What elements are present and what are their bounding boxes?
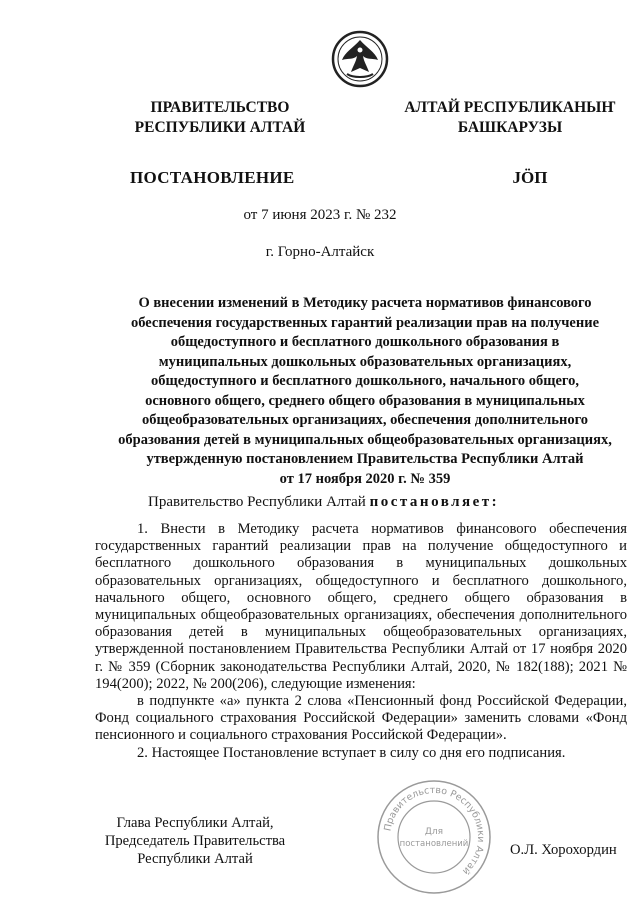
stamp-ring-text: Правительство Республики Алтай — [382, 784, 487, 877]
date-line: от 7 июня 2023 г. № 232 — [243, 207, 397, 223]
title-line: от 17 ноября 2020 г. № 359 — [279, 470, 451, 487]
decree-line — [148, 494, 499, 511]
title-line: утвержденную постановлением Правительства Республики Алтай — [146, 451, 584, 467]
signatory-title-line1: Глава Республики Алтай, — [116, 815, 274, 831]
government-name-ru-line2: РЕСПУБЛИКИ АЛТАЙ — [134, 119, 306, 136]
official-stamp — [375, 778, 493, 896]
republic-emblem-icon — [331, 30, 389, 88]
signatory-title-line2: Председатель Правительства — [104, 833, 286, 849]
title-line: образования детей в муниципальных общеобразовательных организациях, — [118, 431, 612, 448]
government-name-ru-line1: ПРАВИТЕЛЬСТВО — [150, 99, 290, 116]
body-paragraph: 2. Настоящее Постановление вступает в силу со дня его подписания. — [137, 744, 566, 761]
title-line: основного общего, среднего общего образования в муниципальных — [145, 392, 585, 409]
document-body — [95, 521, 627, 762]
decree-lead: Правительство Республики Алтай — [148, 494, 370, 510]
body-paragraph: 1. Внести в Методику расчета нормативов финансового обеспечения государственных гарантий реализации прав на получение общедоступного и бесплатного дошкольного образования в муниципальных дошкольных образовательных организациях, общедоступного и бесплатного дошкольного, начального общего, основного общего, среднего общего образования в муниципальных общеобразовательных организациях, обеспечения дополнительного образования детей в муниципальных общеобразовательных организациях, утвержденной постановлением Правительства Республики Алтай от 17 ноября 2020 г. № 359 (Сборник законодательства Республики Алтай, 2020, № 182(188); 2021 № 194(200); 2022, № 200(206), следующие изменения: — [95, 521, 627, 692]
doc-type-alt: JӦП — [512, 168, 548, 187]
government-name-ru — [110, 98, 330, 138]
decree-keyword: постановляет: — [369, 494, 500, 510]
signatory-title-line3: Республики Алтай — [137, 851, 253, 867]
stamp-center-line1: Для — [424, 827, 444, 837]
body-paragraph: в подпункте «а» пункта 2 слова «Пенсионный фонд Российской Федерации, Фонд социального страхования Российской Федерации» заменить словами «Фонд пенсионного и социального страхования Российской Федерации». — [95, 693, 627, 744]
document-title — [95, 294, 635, 489]
stamp-center-line2: постановлений — [399, 839, 469, 849]
signatory-name: О.Л. Хорохордин — [510, 842, 617, 858]
government-name-alt — [380, 98, 640, 138]
government-name-alt-line2: БАШКАРУЗЫ — [457, 119, 563, 136]
doc-type-ru: ПОСТАНОВЛЕНИЕ — [130, 168, 295, 187]
title-line: муниципальных дошкольных образовательных организациях, — [158, 353, 572, 370]
signatory-title — [95, 814, 295, 868]
title-line: общеобразовательных организациях, обеспечения дополнительного — [141, 412, 589, 428]
title-line: общедоступного и бесплатного дошкольного образования в — [170, 334, 560, 350]
title-line: общедоступного и бесплатного дошкольного, начального общего, — [150, 373, 580, 389]
title-line: О внесении изменений в Методику расчета нормативов финансового — [138, 295, 592, 311]
title-line: обеспечения государственных гарантий реализации прав на получение — [130, 314, 599, 331]
city-line: г. Горно-Алтайск — [265, 244, 375, 260]
government-name-alt-line1: АЛТАЙ РЕСПУБЛИКАНЫҤ — [404, 99, 616, 116]
